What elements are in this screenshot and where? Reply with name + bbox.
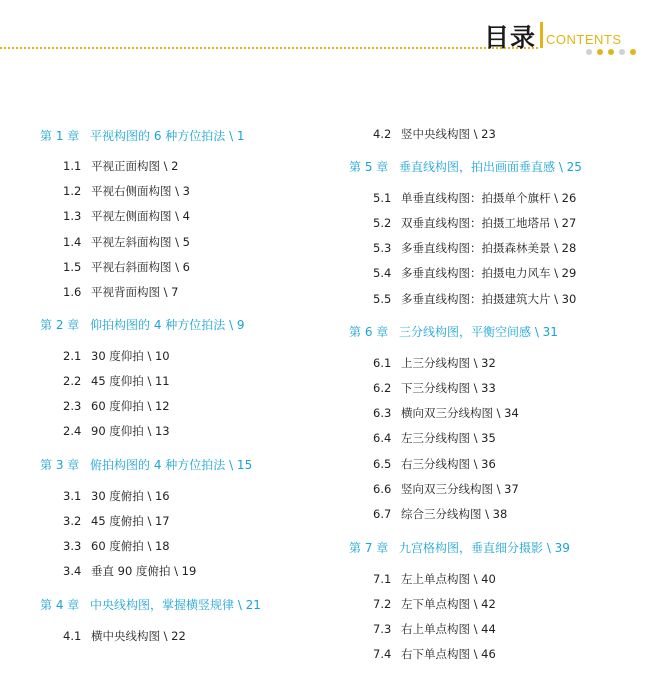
chapter-number: 第 3 章 [40, 458, 80, 472]
header-dotted-line [0, 47, 538, 49]
entry-number: 6.5 [373, 457, 392, 471]
toc-entry[interactable] [373, 215, 576, 231]
toc-entry[interactable] [373, 355, 496, 371]
entry-title: 多垂直线构图：拍摄建筑大片 \ 30 [401, 292, 577, 306]
entry-number: 7.4 [373, 647, 392, 661]
entry-title: 45 度俯拍 \ 17 [91, 514, 170, 528]
toc-entry[interactable] [63, 259, 190, 275]
toc-chapter[interactable] [349, 323, 558, 340]
dot-icon [597, 49, 603, 55]
toc-entry[interactable] [63, 488, 170, 504]
entry-number: 2.2 [63, 374, 82, 388]
entry-title: 下三分线构图 \ 33 [401, 381, 496, 395]
toc-entry[interactable] [373, 126, 496, 142]
toc-entry[interactable] [63, 538, 170, 554]
entry-title: 平视背面构图 \ 7 [91, 285, 179, 299]
toc-entry[interactable] [63, 234, 190, 250]
entry-number: 1.5 [63, 260, 82, 274]
chapter-number: 第 6 章 [349, 325, 389, 339]
toc-entry[interactable] [373, 621, 496, 637]
chapter-number: 第 5 章 [349, 160, 389, 174]
entry-title: 右三分线构图 \ 36 [401, 457, 496, 471]
dot-icon [630, 49, 636, 55]
entry-title: 左三分线构图 \ 35 [401, 431, 496, 445]
entry-number: 7.2 [373, 597, 392, 611]
toc-entry[interactable] [373, 481, 519, 497]
entry-title: 平视正面构图 \ 2 [91, 159, 179, 173]
chapter-number: 第 2 章 [40, 318, 80, 332]
toc-entry[interactable] [63, 513, 170, 529]
title-divider [540, 22, 543, 48]
entry-number: 1.1 [63, 159, 82, 173]
dot-icon [619, 49, 625, 55]
entry-title: 竖向双三分线构图 \ 37 [401, 482, 519, 496]
entry-title: 多垂直线构图：拍摄森林美景 \ 28 [401, 241, 577, 255]
entry-title: 平视右侧面构图 \ 3 [91, 184, 191, 198]
entry-number: 6.4 [373, 431, 392, 445]
entry-title: 横向双三分线构图 \ 34 [401, 406, 519, 420]
toc-chapter[interactable] [349, 539, 570, 556]
toc-entry[interactable] [63, 373, 170, 389]
entry-number: 7.1 [373, 572, 392, 586]
entry-number: 6.2 [373, 381, 392, 395]
chapter-title: 俯拍构图的 4 种方位拍法 \ 15 [90, 458, 253, 472]
entry-number: 5.4 [373, 266, 392, 280]
entry-title: 左下单点构图 \ 42 [401, 597, 496, 611]
entry-number: 2.1 [63, 349, 82, 363]
toc-entry[interactable] [63, 158, 179, 174]
entry-number: 3.2 [63, 514, 82, 528]
entry-title: 单垂直线构图：拍摄单个旗杆 \ 26 [401, 191, 577, 205]
toc-entry[interactable] [373, 506, 507, 522]
toc-entry[interactable] [63, 284, 179, 300]
entry-title: 双垂直线构图：拍摄工地塔吊 \ 27 [401, 216, 577, 230]
entry-title: 60 度俯拍 \ 18 [91, 539, 170, 553]
toc-entry[interactable] [63, 208, 190, 224]
toc-entry[interactable] [373, 571, 496, 587]
toc-chapter[interactable] [40, 316, 245, 333]
entry-title: 综合三分线构图 \ 38 [401, 507, 508, 521]
toc-chapter[interactable] [40, 456, 252, 473]
chapter-number: 第 1 章 [40, 129, 80, 143]
toc-entry[interactable] [373, 430, 496, 446]
entry-number: 2.3 [63, 399, 82, 413]
toc-entry[interactable] [373, 190, 576, 206]
chapter-title: 九宫格构图，垂直细分摄影 \ 39 [399, 541, 570, 555]
entry-title: 左上单点构图 \ 40 [401, 572, 496, 586]
entry-number: 1.3 [63, 209, 82, 223]
toc-entry[interactable] [373, 646, 496, 662]
entry-number: 2.4 [63, 424, 82, 438]
chapter-title: 中央线构图，掌握横竖规律 \ 21 [90, 598, 261, 612]
entry-title: 上三分线构图 \ 32 [401, 356, 496, 370]
toc-chapter[interactable] [40, 596, 261, 613]
entry-number: 6.3 [373, 406, 392, 420]
dot-icon [608, 49, 614, 55]
entry-title: 30 度仰拍 \ 10 [91, 349, 170, 363]
chapter-title: 平视构图的 6 种方位拍法 \ 1 [90, 129, 245, 143]
entry-title: 右上单点构图 \ 44 [401, 622, 496, 636]
chapter-title: 垂直线构图，拍出画面垂直感 \ 25 [399, 160, 582, 174]
chapter-title: 三分线构图，平衡空间感 \ 31 [399, 325, 558, 339]
entry-title: 90 度仰拍 \ 13 [91, 424, 170, 438]
toc-entry[interactable] [373, 456, 496, 472]
chapter-number: 第 7 章 [349, 541, 389, 555]
toc-entry[interactable] [373, 240, 576, 256]
entry-title: 平视右斜面构图 \ 6 [91, 260, 191, 274]
toc-chapter[interactable] [40, 127, 245, 144]
entry-title: 平视左斜面构图 \ 5 [91, 235, 191, 249]
toc-entry[interactable] [373, 596, 496, 612]
entry-number: 1.2 [63, 184, 82, 198]
entry-title: 45 度仰拍 \ 11 [91, 374, 170, 388]
entry-title: 垂直 90 度俯拍 \ 19 [91, 564, 197, 578]
entry-number: 6.6 [373, 482, 392, 496]
entry-number: 4.2 [373, 127, 392, 141]
entry-title: 30 度俯拍 \ 16 [91, 489, 170, 503]
page-subtitle: CONTENTS [546, 32, 622, 47]
toc-entry[interactable] [63, 398, 170, 414]
entry-number: 5.3 [373, 241, 392, 255]
dot-icon [586, 49, 592, 55]
entry-title: 竖中央线构图 \ 23 [401, 127, 496, 141]
entry-title: 多垂直线构图：拍摄电力风车 \ 29 [401, 266, 577, 280]
toc-entry[interactable] [63, 628, 186, 644]
page-title: 目录 [484, 23, 537, 52]
entry-number: 1.4 [63, 235, 82, 249]
entry-number: 4.1 [63, 629, 82, 643]
toc-entry[interactable] [63, 563, 196, 579]
toc-chapter[interactable] [349, 158, 582, 175]
entry-number: 7.3 [373, 622, 392, 636]
entry-number: 5.2 [373, 216, 392, 230]
toc-entry[interactable] [373, 380, 496, 396]
entry-title: 平视左侧面构图 \ 4 [91, 209, 191, 223]
entry-number: 3.3 [63, 539, 82, 553]
entry-number: 5.1 [373, 191, 392, 205]
toc-entry[interactable] [63, 423, 170, 439]
entry-number: 3.1 [63, 489, 82, 503]
toc-entry[interactable] [63, 348, 170, 364]
decorative-dots [586, 49, 646, 57]
entry-number: 1.6 [63, 285, 82, 299]
toc-entry[interactable] [373, 291, 576, 307]
entry-number: 5.5 [373, 292, 392, 306]
entry-number: 3.4 [63, 564, 82, 578]
entry-number: 6.7 [373, 507, 392, 521]
entry-title: 横中央线构图 \ 22 [91, 629, 186, 643]
toc-entry[interactable] [373, 405, 519, 421]
toc-entry[interactable] [373, 265, 576, 281]
entry-number: 6.1 [373, 356, 392, 370]
chapter-number: 第 4 章 [40, 598, 80, 612]
chapter-title: 仰拍构图的 4 种方位拍法 \ 9 [90, 318, 245, 332]
entry-title: 60 度仰拍 \ 12 [91, 399, 170, 413]
toc-entry[interactable] [63, 183, 190, 199]
entry-title: 右下单点构图 \ 46 [401, 647, 496, 661]
